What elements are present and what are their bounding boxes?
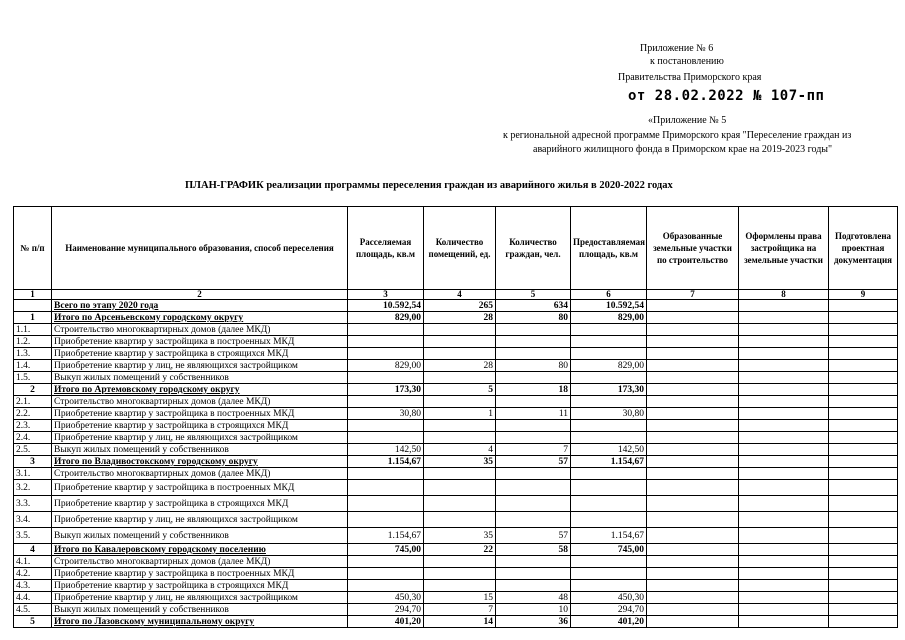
premises-count-cell — [424, 396, 496, 408]
citizens-count-cell — [496, 432, 571, 444]
land-plots-cell — [647, 544, 739, 556]
table-row — [14, 336, 898, 348]
provided-area-cell: 142,50 — [571, 444, 647, 456]
citizens-count-cell: 11 — [496, 408, 571, 420]
row-number-cell: 4.3. — [14, 580, 52, 592]
developer-rights-cell — [739, 616, 829, 628]
provided-area-cell — [571, 324, 647, 336]
citizens-count-cell — [496, 420, 571, 432]
premises-count-cell: 265 — [424, 300, 496, 312]
resettled-area-cell: 450,30 — [348, 592, 424, 604]
citizens-count-cell: 58 — [496, 544, 571, 556]
premises-count-cell — [424, 580, 496, 592]
row-name-cell: Итого по Кавалеровскому городскому поселению — [52, 544, 348, 556]
row-number-cell: 3 — [14, 456, 52, 468]
row-name-cell: Строительство многоквартирных домов (далее МКД) — [52, 468, 348, 480]
column-header: Оформлены права застройщика на земельные участки — [739, 207, 829, 290]
resettled-area-cell — [348, 372, 424, 384]
developer-rights-cell — [739, 420, 829, 432]
land-plots-cell — [647, 312, 739, 324]
citizens-count-cell: 36 — [496, 616, 571, 628]
land-plots-cell — [647, 528, 739, 544]
land-plots-cell — [647, 592, 739, 604]
developer-rights-cell — [739, 496, 829, 512]
column-header: Образованные земельные участки по строительство — [647, 207, 739, 290]
premises-count-cell — [424, 336, 496, 348]
premises-count-cell: 28 — [424, 360, 496, 372]
project-docs-cell — [829, 468, 898, 480]
row-number-cell: 1.1. — [14, 324, 52, 336]
provided-area-cell — [571, 432, 647, 444]
table-row — [14, 480, 898, 496]
premises-count-cell: 15 — [424, 592, 496, 604]
land-plots-cell — [647, 300, 739, 312]
land-plots-cell — [647, 480, 739, 496]
row-number-cell: 2.3. — [14, 420, 52, 432]
column-header: Количество граждан, чел. — [496, 207, 571, 290]
citizens-count-cell — [496, 372, 571, 384]
resettled-area-cell: 142,50 — [348, 444, 424, 456]
developer-rights-cell — [739, 528, 829, 544]
provided-area-cell — [571, 468, 647, 480]
citizens-count-cell: 57 — [496, 528, 571, 544]
land-plots-cell — [647, 324, 739, 336]
table-row — [14, 568, 898, 580]
land-plots-cell — [647, 512, 739, 528]
resettled-area-cell: 745,00 — [348, 544, 424, 556]
table-row — [14, 512, 898, 528]
row-name-cell: Приобретение квартир у застройщика в строящихся МКД — [52, 496, 348, 512]
project-docs-cell — [829, 580, 898, 592]
provided-area-cell: 829,00 — [571, 312, 647, 324]
resettled-area-cell: 829,00 — [348, 312, 424, 324]
developer-rights-cell — [739, 512, 829, 528]
project-docs-cell — [829, 408, 898, 420]
land-plots-cell — [647, 432, 739, 444]
citizens-count-cell: 80 — [496, 312, 571, 324]
land-plots-cell — [647, 372, 739, 384]
program-title-line-1: к региональной адресной программе Приморского края "Переселение граждан из — [503, 130, 852, 141]
row-name-cell: Приобретение квартир у лиц, не являющихся застройщиком — [52, 512, 348, 528]
row-name-cell: Строительство многоквартирных домов (далее МКД) — [52, 324, 348, 336]
to-resolution-label: к постановлению — [650, 56, 724, 67]
project-docs-cell — [829, 420, 898, 432]
premises-count-cell — [424, 348, 496, 360]
project-docs-cell — [829, 480, 898, 496]
row-name-cell: Приобретение квартир у застройщика в построенных МКД — [52, 408, 348, 420]
land-plots-cell — [647, 556, 739, 568]
citizens-count-cell — [496, 580, 571, 592]
developer-rights-cell — [739, 580, 829, 592]
developer-rights-cell — [739, 372, 829, 384]
citizens-count-cell — [496, 556, 571, 568]
developer-rights-cell — [739, 592, 829, 604]
land-plots-cell — [647, 348, 739, 360]
developer-rights-cell — [739, 604, 829, 616]
resettled-area-cell — [348, 580, 424, 592]
table-row — [14, 604, 898, 616]
developer-rights-cell — [739, 556, 829, 568]
row-name-cell: Итого по Арсеньевскому городскому округу — [52, 312, 348, 324]
citizens-count-cell: 57 — [496, 456, 571, 468]
premises-count-cell — [424, 468, 496, 480]
land-plots-cell — [647, 616, 739, 628]
row-name-cell: Приобретение квартир у застройщика в построенных МКД — [52, 568, 348, 580]
resettled-area-cell — [348, 324, 424, 336]
citizens-count-cell — [496, 568, 571, 580]
column-number-row — [14, 290, 898, 300]
citizens-count-cell — [496, 468, 571, 480]
citizens-count-cell: 7 — [496, 444, 571, 456]
column-number: 9 — [829, 290, 898, 300]
project-docs-cell — [829, 348, 898, 360]
citizens-count-cell — [496, 480, 571, 496]
row-number-cell: 1.4. — [14, 360, 52, 372]
row-name-cell: Приобретение квартир у застройщика в построенных МКД — [52, 336, 348, 348]
provided-area-cell — [571, 396, 647, 408]
row-number-cell: 3.3. — [14, 496, 52, 512]
project-docs-cell — [829, 324, 898, 336]
column-number: 7 — [647, 290, 739, 300]
resettled-area-cell — [348, 468, 424, 480]
provided-area-cell: 401,20 — [571, 616, 647, 628]
column-header: Количество помещений, ед. — [424, 207, 496, 290]
column-header: № п/п — [14, 207, 52, 290]
project-docs-cell — [829, 496, 898, 512]
provided-area-cell — [571, 372, 647, 384]
developer-rights-cell — [739, 384, 829, 396]
provided-area-cell — [571, 348, 647, 360]
project-docs-cell — [829, 444, 898, 456]
resettlement-schedule-table — [13, 206, 898, 628]
developer-rights-cell — [739, 300, 829, 312]
column-number: 4 — [424, 290, 496, 300]
column-header: Предоставляемая площадь, кв.м — [571, 207, 647, 290]
resettled-area-cell: 1.154,67 — [348, 528, 424, 544]
resettled-area-cell — [348, 568, 424, 580]
resettled-area-cell — [348, 480, 424, 496]
provided-area-cell — [571, 568, 647, 580]
provided-area-cell: 450,30 — [571, 592, 647, 604]
column-number: 1 — [14, 290, 52, 300]
table-row — [14, 616, 898, 628]
premises-count-cell — [424, 372, 496, 384]
developer-rights-cell — [739, 324, 829, 336]
developer-rights-cell — [739, 480, 829, 496]
land-plots-cell — [647, 580, 739, 592]
program-title-line-2: аварийного жилищного фонда в Приморском крае на 2019-2023 годы" — [533, 144, 833, 155]
resolution-date-stamp: от 28.02.2022 № 107-пп — [628, 88, 825, 104]
resettled-area-cell — [348, 348, 424, 360]
resettled-area-cell — [348, 336, 424, 348]
land-plots-cell — [647, 568, 739, 580]
project-docs-cell — [829, 396, 898, 408]
provided-area-cell: 1.154,67 — [571, 456, 647, 468]
provided-area-cell — [571, 496, 647, 512]
land-plots-cell — [647, 496, 739, 512]
citizens-count-cell — [496, 348, 571, 360]
premises-count-cell: 1 — [424, 408, 496, 420]
table-row — [14, 324, 898, 336]
row-number-cell: 4.5. — [14, 604, 52, 616]
resettled-area-cell — [348, 432, 424, 444]
table-row — [14, 556, 898, 568]
column-header: Наименование муниципального образования, способ переселения — [52, 207, 348, 290]
table-row — [14, 420, 898, 432]
project-docs-cell — [829, 300, 898, 312]
resettled-area-cell: 1.154,67 — [348, 456, 424, 468]
provided-area-cell — [571, 580, 647, 592]
project-docs-cell — [829, 556, 898, 568]
column-number: 3 — [348, 290, 424, 300]
row-number-cell: 4 — [14, 544, 52, 556]
project-docs-cell — [829, 456, 898, 468]
row-number-cell: 5 — [14, 616, 52, 628]
project-docs-cell — [829, 312, 898, 324]
land-plots-cell — [647, 396, 739, 408]
developer-rights-cell — [739, 444, 829, 456]
provided-area-cell: 10.592,54 — [571, 300, 647, 312]
table-row — [14, 384, 898, 396]
row-number-cell: 4.1. — [14, 556, 52, 568]
provided-area-cell — [571, 556, 647, 568]
resettled-area-cell — [348, 420, 424, 432]
resettled-area-cell — [348, 512, 424, 528]
developer-rights-cell — [739, 432, 829, 444]
table-row — [14, 496, 898, 512]
row-number-cell — [14, 300, 52, 312]
developer-rights-cell — [739, 312, 829, 324]
row-number-cell: 2.2. — [14, 408, 52, 420]
developer-rights-cell — [739, 360, 829, 372]
table-row — [14, 528, 898, 544]
resettled-area-cell — [348, 496, 424, 512]
land-plots-cell — [647, 420, 739, 432]
land-plots-cell — [647, 604, 739, 616]
premises-count-cell — [424, 512, 496, 528]
row-name-cell: Строительство многоквартирных домов (далее МКД) — [52, 396, 348, 408]
row-number-cell: 1 — [14, 312, 52, 324]
table-row — [14, 396, 898, 408]
land-plots-cell — [647, 336, 739, 348]
table-row — [14, 372, 898, 384]
provided-area-cell: 173,30 — [571, 384, 647, 396]
citizens-count-cell: 634 — [496, 300, 571, 312]
provided-area-cell — [571, 336, 647, 348]
resettled-area-cell: 401,20 — [348, 616, 424, 628]
project-docs-cell — [829, 384, 898, 396]
table-row — [14, 348, 898, 360]
table-header-row — [14, 207, 898, 290]
premises-count-cell: 22 — [424, 544, 496, 556]
row-name-cell: Приобретение квартир у застройщика в построенных МКД — [52, 480, 348, 496]
developer-rights-cell — [739, 396, 829, 408]
provided-area-cell: 1.154,67 — [571, 528, 647, 544]
provided-area-cell: 829,00 — [571, 360, 647, 372]
column-number: 8 — [739, 290, 829, 300]
column-header: Подготовлена проектная документация — [829, 207, 898, 290]
row-number-cell: 1.3. — [14, 348, 52, 360]
developer-rights-cell — [739, 568, 829, 580]
premises-count-cell — [424, 432, 496, 444]
project-docs-cell — [829, 372, 898, 384]
developer-rights-cell — [739, 336, 829, 348]
developer-rights-cell — [739, 456, 829, 468]
resettled-area-cell: 829,00 — [348, 360, 424, 372]
premises-count-cell — [424, 568, 496, 580]
project-docs-cell — [829, 592, 898, 604]
land-plots-cell — [647, 360, 739, 372]
table-row — [14, 432, 898, 444]
table-row — [14, 408, 898, 420]
row-number-cell: 3.1. — [14, 468, 52, 480]
resettled-area-cell — [348, 396, 424, 408]
row-name-cell: Строительство многоквартирных домов (далее МКД) — [52, 556, 348, 568]
citizens-count-cell: 80 — [496, 360, 571, 372]
resettled-area-cell: 294,70 — [348, 604, 424, 616]
row-name-cell: Выкуп жилых помещений у собственников — [52, 604, 348, 616]
government-label: Правительства Приморского края — [618, 72, 762, 83]
appendix-5-label: «Приложение № 5 — [648, 115, 727, 126]
document-title: ПЛАН-ГРАФИК реализации программы переселения граждан из аварийного жилья в 2020-2022 годах — [185, 180, 673, 191]
row-name-cell: Всего по этапу 2020 года — [52, 300, 348, 312]
project-docs-cell — [829, 544, 898, 556]
land-plots-cell — [647, 456, 739, 468]
citizens-count-cell — [496, 324, 571, 336]
land-plots-cell — [647, 384, 739, 396]
table-row — [14, 444, 898, 456]
row-name-cell: Выкуп жилых помещений у собственников — [52, 372, 348, 384]
provided-area-cell: 745,00 — [571, 544, 647, 556]
table-row — [14, 580, 898, 592]
table-row — [14, 468, 898, 480]
row-number-cell: 2.4. — [14, 432, 52, 444]
row-name-cell: Выкуп жилых помещений у собственников — [52, 444, 348, 456]
row-name-cell: Итого по Владивостокскому городскому округу — [52, 456, 348, 468]
table-row — [14, 360, 898, 372]
citizens-count-cell — [496, 496, 571, 512]
provided-area-cell — [571, 512, 647, 528]
premises-count-cell: 7 — [424, 604, 496, 616]
premises-count-cell: 35 — [424, 456, 496, 468]
column-number: 6 — [571, 290, 647, 300]
resettled-area-cell — [348, 556, 424, 568]
table-row — [14, 300, 898, 312]
row-name-cell: Итого по Артемовскому городскому округу — [52, 384, 348, 396]
project-docs-cell — [829, 604, 898, 616]
row-number-cell: 2 — [14, 384, 52, 396]
land-plots-cell — [647, 408, 739, 420]
premises-count-cell — [424, 480, 496, 496]
provided-area-cell: 30,80 — [571, 408, 647, 420]
project-docs-cell — [829, 432, 898, 444]
row-name-cell: Приобретение квартир у застройщика в строящихся МКД — [52, 420, 348, 432]
developer-rights-cell — [739, 468, 829, 480]
project-docs-cell — [829, 336, 898, 348]
resettled-area-cell: 30,80 — [348, 408, 424, 420]
table-row — [14, 456, 898, 468]
column-number: 5 — [496, 290, 571, 300]
resettled-area-cell: 10.592,54 — [348, 300, 424, 312]
citizens-count-cell: 48 — [496, 592, 571, 604]
column-number: 2 — [52, 290, 348, 300]
row-number-cell: 1.5. — [14, 372, 52, 384]
row-number-cell: 2.1. — [14, 396, 52, 408]
row-number-cell: 2.5. — [14, 444, 52, 456]
premises-count-cell — [424, 324, 496, 336]
citizens-count-cell — [496, 512, 571, 528]
premises-count-cell: 5 — [424, 384, 496, 396]
row-number-cell: 4.2. — [14, 568, 52, 580]
land-plots-cell — [647, 468, 739, 480]
project-docs-cell — [829, 616, 898, 628]
developer-rights-cell — [739, 544, 829, 556]
row-name-cell: Приобретение квартир у лиц, не являющихся застройщиком — [52, 592, 348, 604]
premises-count-cell: 35 — [424, 528, 496, 544]
citizens-count-cell — [496, 396, 571, 408]
row-number-cell: 1.2. — [14, 336, 52, 348]
citizens-count-cell: 10 — [496, 604, 571, 616]
row-number-cell: 3.4. — [14, 512, 52, 528]
row-number-cell: 3.2. — [14, 480, 52, 496]
project-docs-cell — [829, 512, 898, 528]
premises-count-cell: 4 — [424, 444, 496, 456]
project-docs-cell — [829, 528, 898, 544]
row-name-cell: Приобретение квартир у лиц, не являющихся застройщиком — [52, 360, 348, 372]
premises-count-cell — [424, 420, 496, 432]
resettled-area-cell: 173,30 — [348, 384, 424, 396]
row-name-cell: Приобретение квартир у застройщика в строящихся МКД — [52, 348, 348, 360]
table-row — [14, 544, 898, 556]
row-name-cell: Приобретение квартир у лиц, не являющихся застройщиком — [52, 432, 348, 444]
provided-area-cell — [571, 480, 647, 496]
premises-count-cell: 14 — [424, 616, 496, 628]
developer-rights-cell — [739, 348, 829, 360]
premises-count-cell — [424, 556, 496, 568]
premises-count-cell — [424, 496, 496, 512]
citizens-count-cell — [496, 336, 571, 348]
table-row — [14, 312, 898, 324]
appendix-6-label: Приложение № 6 — [640, 43, 714, 54]
premises-count-cell: 28 — [424, 312, 496, 324]
row-name-cell: Выкуп жилых помещений у собственников — [52, 528, 348, 544]
project-docs-cell — [829, 568, 898, 580]
table-row — [14, 592, 898, 604]
project-docs-cell — [829, 360, 898, 372]
developer-rights-cell — [739, 408, 829, 420]
citizens-count-cell: 18 — [496, 384, 571, 396]
row-name-cell: Итого по Лазовскому муниципальному округу — [52, 616, 348, 628]
land-plots-cell — [647, 444, 739, 456]
provided-area-cell: 294,70 — [571, 604, 647, 616]
row-name-cell: Приобретение квартир у застройщика в строящихся МКД — [52, 580, 348, 592]
provided-area-cell — [571, 420, 647, 432]
column-header: Расселяемая площадь, кв.м — [348, 207, 424, 290]
row-number-cell: 4.4. — [14, 592, 52, 604]
row-number-cell: 3.5. — [14, 528, 52, 544]
